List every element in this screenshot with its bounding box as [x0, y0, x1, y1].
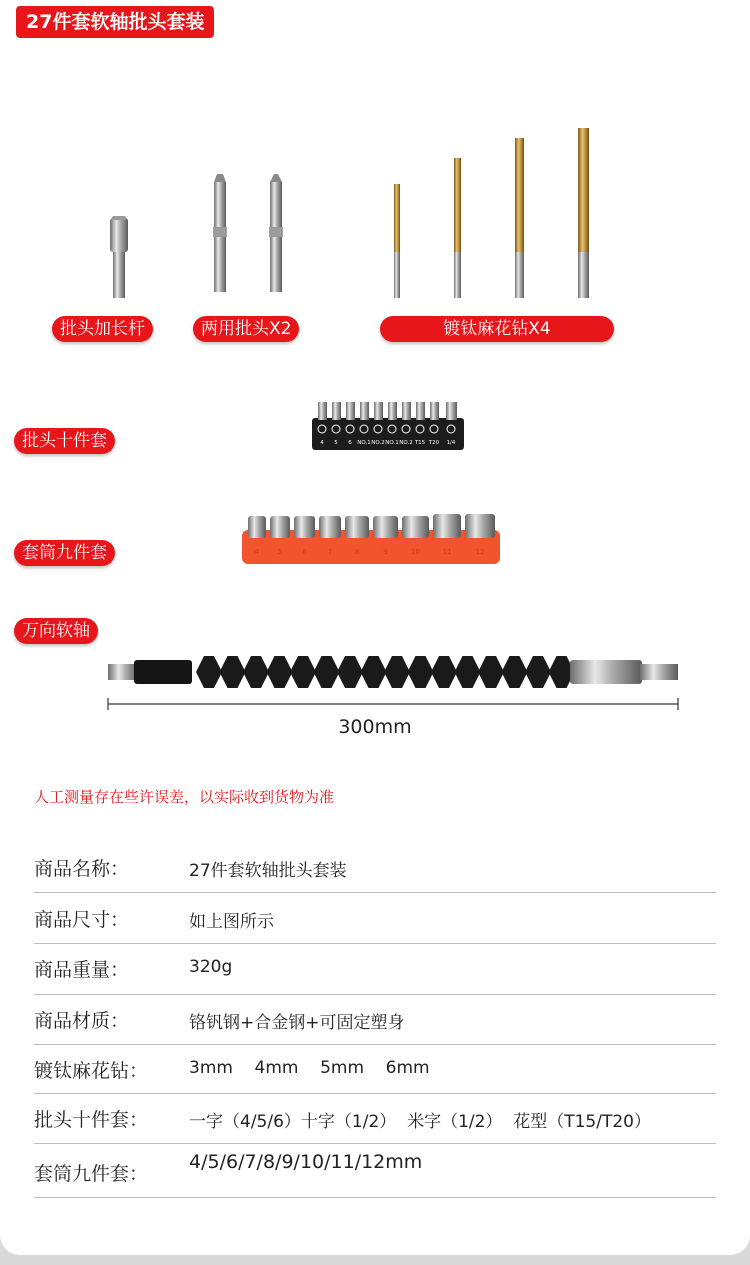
socket-mark-7: 11 — [442, 548, 452, 556]
double-bit-image — [204, 172, 294, 300]
drill-bits-image — [380, 122, 610, 302]
shaft-link — [220, 656, 246, 688]
bit-mark-6: NO.2 — [399, 440, 413, 446]
drill-bits-label: 镀钛麻花钻X4 — [380, 316, 614, 342]
spec-row — [34, 842, 716, 893]
bit-mark-4: NO.2 — [371, 440, 385, 446]
dimension-label: 300mm — [338, 716, 412, 738]
spec-value: 一字（4/5/6）十字（1/2） 米字（1/2） 花型（T15/T20） — [189, 1112, 651, 1132]
bit-mark-2: 6 — [348, 440, 352, 446]
spec-value: 如上图所示 — [189, 912, 274, 932]
socket-mark-6: 10 — [411, 548, 420, 556]
flex-shaft-label: 万向软轴 — [14, 618, 98, 644]
bit-set-label: 批头十件套 — [14, 428, 115, 454]
spec-label: 商品重量： — [34, 959, 130, 981]
socket-set-image — [240, 510, 502, 566]
double-bit-label: 两用批头X2 — [193, 316, 299, 342]
socket-set-label: 套筒九件套 — [14, 540, 115, 566]
spec-label: 套筒九件套： — [34, 1163, 149, 1185]
spec-value: 27件套软轴批头套装 — [189, 861, 347, 881]
spec-row — [34, 1093, 716, 1144]
shaft-link — [455, 656, 481, 688]
bit-mark-8: T20 — [428, 440, 440, 446]
spec-label: 商品名称： — [34, 858, 130, 880]
spec-label: 镀钛麻花钻： — [34, 1060, 149, 1082]
socket-mark-4: 8 — [354, 548, 360, 556]
shaft-link — [314, 656, 340, 688]
shaft-link — [525, 656, 551, 688]
spec-value: 4/5/6/7/8/9/10/11/12mm — [189, 1151, 423, 1173]
spec-row — [34, 943, 716, 995]
spec-label: 商品尺寸： — [34, 909, 130, 931]
measurement-note: 人工测量存在些许误差，以实际收到货物为准 — [34, 788, 335, 806]
shaft-link — [361, 656, 387, 688]
bit-mark-1: 5 — [334, 440, 338, 446]
bit-mark-0: 4 — [320, 440, 324, 446]
shaft-link — [290, 656, 316, 688]
spec-row — [34, 994, 716, 1045]
socket-mark-0: 4 — [254, 548, 260, 556]
socket-mark-8: 12 — [475, 548, 485, 556]
bit-mark-9: 1/4 — [446, 440, 456, 446]
shaft-link — [384, 656, 410, 688]
socket-mark-1: 5 — [277, 548, 283, 556]
shaft-link — [267, 656, 293, 688]
spec-row — [34, 1143, 716, 1198]
shaft-link — [337, 656, 363, 688]
extension-bar-image — [100, 210, 140, 305]
bit-mark-7: T15 — [414, 440, 426, 446]
socket-mark-5: 9 — [383, 548, 388, 556]
shaft-link — [431, 656, 457, 688]
bottom-divider — [0, 1236, 750, 1265]
shaft-link — [478, 656, 504, 688]
spec-row — [34, 1044, 716, 1094]
bit-mark-5: NO.1 — [385, 440, 399, 446]
page-title: 27件套软轴批头套装 — [16, 6, 214, 38]
bit-mark-3: NO.1 — [357, 440, 371, 446]
spec-row — [34, 893, 716, 944]
bit-set-image — [310, 396, 466, 452]
spec-label: 商品材质： — [34, 1010, 130, 1032]
shaft-link — [196, 656, 222, 688]
shaft-link — [243, 656, 269, 688]
shaft-link — [408, 656, 434, 688]
socket-mark-2: 6 — [302, 548, 307, 556]
shaft-link — [502, 656, 528, 688]
extension-label: 批头加长杆 — [52, 316, 153, 342]
spec-value: 3mm 4mm 5mm 6mm — [189, 1058, 430, 1078]
bit-set-bits — [318, 402, 457, 420]
spec-value: 铬钒钢+合金钢+可固定塑身 — [189, 1013, 405, 1033]
spec-label: 批头十件套： — [34, 1109, 149, 1131]
socket-mark-3: 7 — [327, 548, 333, 556]
flex-shaft-image — [100, 650, 690, 712]
spec-value: 320g — [189, 957, 233, 977]
